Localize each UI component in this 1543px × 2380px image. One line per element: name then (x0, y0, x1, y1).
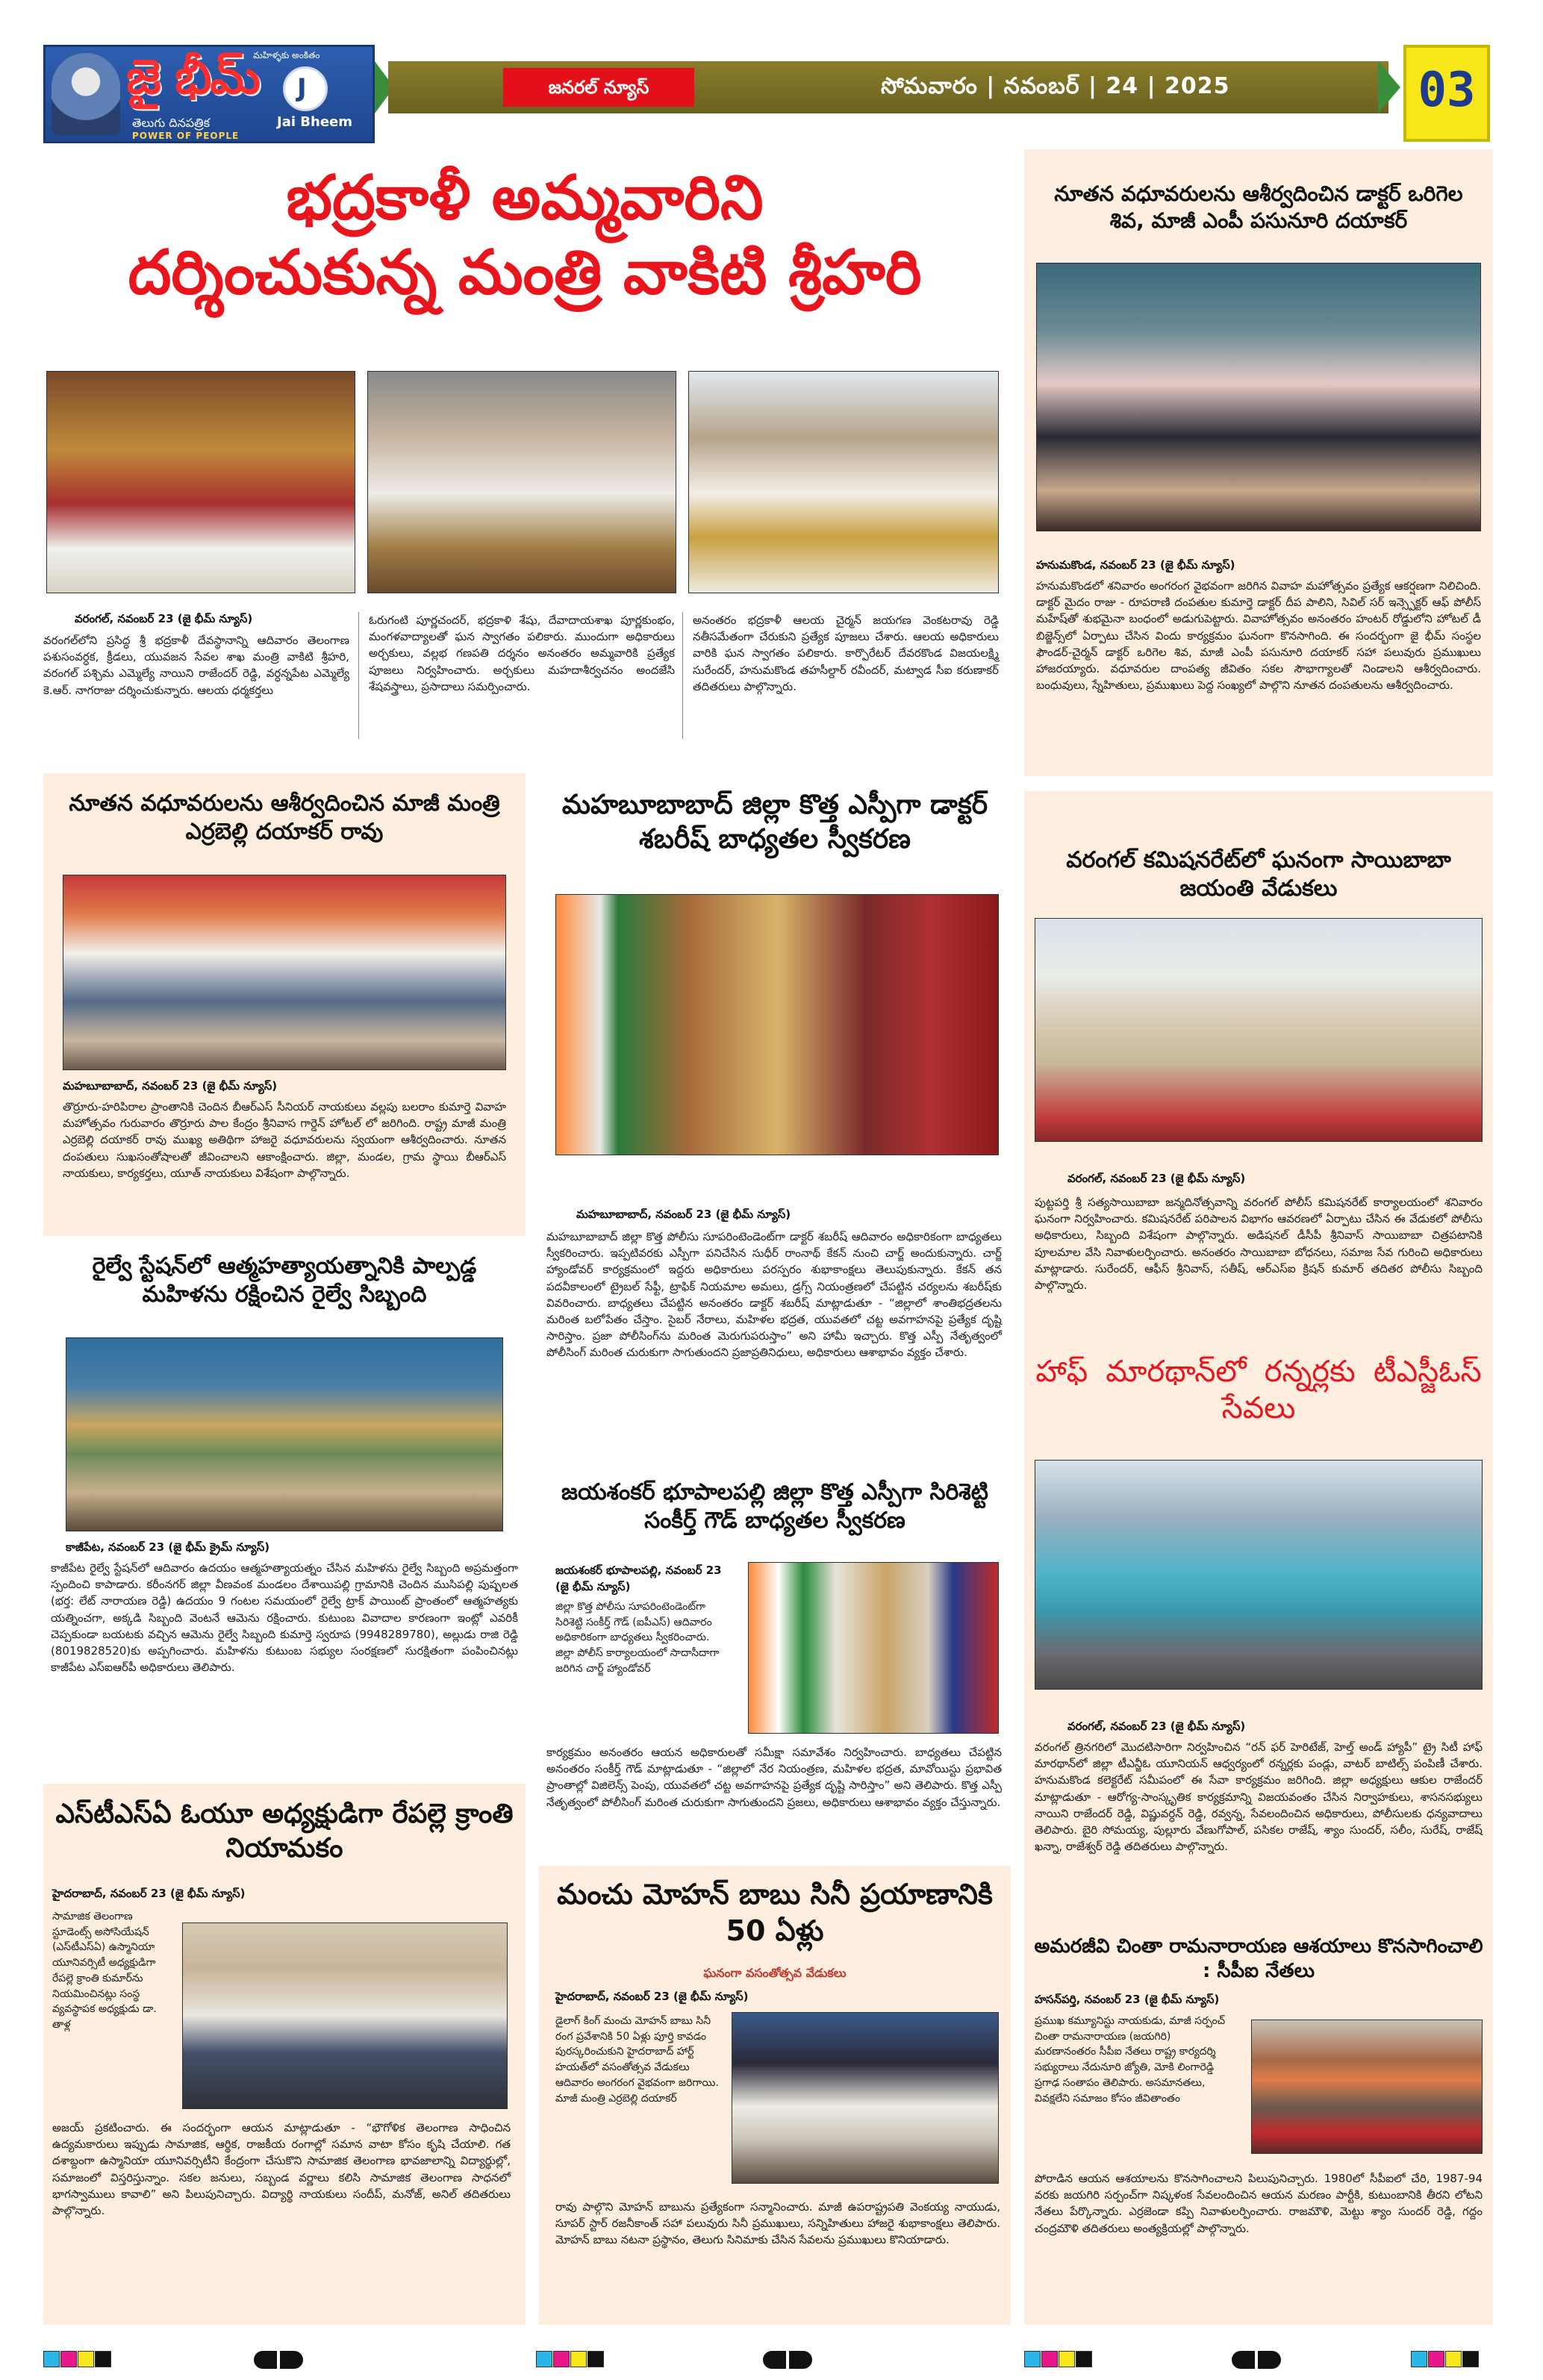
col-divider (682, 612, 683, 739)
mohan-babu-side-text: డైలాగ్ కింగ్ మంచు మోహన్ బాబు సినీ రంగ ప్రవేశానికి 50 ఏళ్లు పూర్తి కావడం పురస్కరించుకుని హైదరాబాద్ హార్ట్ హయత్‌లో వసంతోత్సవ వేడుకలు ఆదివారం అంగరంగ వైభవంగా జరిగాయి. మాజీ మంత్రి ఎర్రబెల్లి దయాకర్ (555, 2015, 719, 2105)
left-wedding-story (43, 773, 526, 1236)
mahabubabad-sp-headline: మహబూబాబాద్ జిల్లా కొత్త ఎస్పీగా డాక్టర్ శబరీష్ బాధ్యతల స్వీకరణ (561, 790, 988, 855)
amaraveeni-body: పోరాడిన ఆయన ఆశయాలను కొనసాగించాలని పిలుపునిచ్చారు. 1980లో సీపీఐలో చేరి, 1987-94 వరకు జయగిరి సర్పంచ్‌గా నిష్కళంక సేవలందించిన ఆయన మరణం పార్టీకి, కుటుంబానికి తీరని లోటని నేతలు పేర్కొన్నారు. ఎర్రజెండా కప్పి నివాళులర్పించారు. రాజమౌళి, మెట్టు శ్యాం సుందర్ రెడ్డి, గద్దం చంద్రమౌళి తదితరులు అంత్యక్రియల్లో పాల్గొన్నారు. (1035, 2172, 1483, 2235)
stsa-dateline: హైదరాబాద్, నవంబర్ 23 (జై భీమ్ న్యూస్) (52, 1887, 246, 1900)
marathon-story (1024, 1351, 1493, 1925)
paper-tagline: మహిళ్ళకు అంకితం (253, 50, 320, 60)
lead-col2: ఓరుగంటి పూర్ణచందర్, భద్రకాళి శేషు, దేవాదాయశాఖ పూర్ణకుంభం, మంగళవాద్యాలతో ఘన స్వాగతం పలికారు. ముందుగా అధికారులు అర్చకులు, వల్లభ గణపతి దర్శనం అనంతరం అమ్మవారికి ప్రత్యేక పూజలు నిర్వహించారు. అర్చకులు మహదాశీర్వచనం అందజేసి శేషవస్త్రాలు, ప్రసాదాలు సమర్పించారు. (369, 613, 675, 693)
paper-subtitle: తెలుగు దినపత్రిక (132, 116, 211, 130)
marathon-dateline: వరంగల్, నవంబర్ 23 (జై భీమ్ న్యూస్) (1067, 1720, 1246, 1733)
left-wedding-photo (63, 875, 506, 1070)
registration-marks (536, 2351, 605, 2369)
left-wedding-body: తొర్రూరు-హరిపిరాల ప్రాంతానికి చెందిన బీఆర్ఎస్ సీనియర్ నాయకులు వల్లపు బలరాం కుమార్తె వివాహ మహోత్సవం గురువారం తొర్రూరు పాల కేంద్రం శ్రీనివాస గార్డెన్ హోటల్ లో జరిగింది. రాష్ట్ర మాజీ మంత్రి ఎర్రబెల్లి దయాకర్ రావు ముఖ్య అతిథిగా హాజరై వధూవరులను స్వయంగా ఆశీర్వదించారు. నూతన దంపతులు సుఖసంతోషాలతో జీవించాలని ఆకాంక్షించారు. జిల్లా, మండల, గ్రామ స్థాయి బీఆర్ఎస్ నాయకులు, కార్యకర్తలు, యూత్ నాయకులు విశేషంగా పాల్గొన్నారు. (63, 1100, 506, 1180)
saibaba-photo (1035, 918, 1483, 1142)
jayashankar-sp-body: కార్యక్రమం అనంతరం ఆయన అధికారులతో సమీక్షా సమావేశం నిర్వహించారు. బాధ్యతలు చేపట్టిన అనంతరం సంకీర్త్ గౌడ్ మాట్లాడుతూ - “జిల్లాలో నేర నియంత్రణ, మహిళల భద్రత, మావోయిస్టు ప్రభావిత ప్రాంతాల్లో విజిలెన్స్ పెంపు, యువతలో చట్ట అవగాహనపై ప్రత్యేక దృష్టి సారిస్తాం” అని తెలిపారు. కొత్త ఎస్పీ నేతృత్వంలో పోలీసింగ్ మరింత చురుకుగా సాగుతుందని ప్రజలు, అధికారులు ఆశాభావం వ్యక్తం చేస్తున్నారు. (546, 1746, 1002, 1809)
paper-english-tag: POWER OF PEOPLE (132, 131, 240, 141)
marathon-headline: హాఫ్ మారథాన్‌లో రన్నర్లకు టీఎస్జీఓస్ సేవలు (1035, 1355, 1482, 1425)
left-wedding-headline: నూతన వధూవరులను ఆశీర్వదించిన మాజీ మంత్రి ఎర్రబెల్లి దయాకర్ రావు (69, 790, 500, 846)
cyan-swatch-icon (1411, 2351, 1427, 2367)
page-chevron-icon (1378, 61, 1400, 113)
railway-body: కాజీపేట రైల్వే స్టేషన్‌లో ఆదివారం ఉదయం ఆత్మహత్యాయత్నం చేసిన మహిళను రైల్వే సిబ్బంది అప్రమత్తంగా స్పందించి కాపాడారు. కరీంనగర్ జిల్లా వీణవంక మండలం దేశాయిపల్లి గ్రామానికి చెందిన ముసిపల్లి పుష్పలత (భర్త: లేట్ నారాయణ రెడ్డి) ఉదయం 9 గంటల సమయంలో రైల్వే ట్రాక్ పాయింట్ ప్రాంతంలో ఆత్మహత్యకు యత్నించగా, అక్కడి సిబ్బంది వెంటనే ఆమెను రక్షించారు. కుటుంబ వివాదాల కారణంగా ఇంట్లో ఎవరికీ చెప్పకుండా బయటకు వచ్చిన ఆమెను రైల్వే సిబ్బంది కుమార్తె స్వరూప (9948289780), అల్లుడు రాజి రెడ్డి (8019828520)కు అప్పగించారు. మహిళను కుటుంబ సభ్యుల సంరక్షణలో సురక్షితంగా పంపించినట్లు కాజీపేట ఎస్ఐఆర్‌పీ అధికారులు తెలిపారు. (51, 1561, 518, 1675)
amaraveeni-headline: అమరజీవి చింతా రామనారాయణ ఆశయాలు కొనసాగించాలి : సీపీఐ నేతలు (1034, 1935, 1483, 1983)
registration-pill-icon (1232, 2351, 1281, 2369)
mohan-babu-headline: మంచు మోహన్ బాబు సినీ ప్రయాణానికి 50 ఏళ్లు (557, 1878, 993, 1947)
lead-photo-temple-puja (46, 371, 355, 593)
stsa-headline: ఎస్‌టీఎస్‌ఏ ఓయూ అధ్యక్షుడిగా రేపల్లె క్రాంతి నియామకం (55, 1799, 514, 1864)
amaraveeni-dateline: హసన్‌పర్తి, నవంబర్ 23 (జై భీమ్ న్యూస్) (1035, 1993, 1220, 2006)
right-wedding-body: హనుమకొండలో శనివారం అంగరంగ వైభవంగా జరిగిన వివాహ మహోత్సవం ప్రత్యేక ఆకర్షణగా నిలిచింది. డాక్టర్ మైదం రాజు - రూపరాణి దంపతుల కుమార్తె డాక్టర్ దీప పాలిని, సివిల్ సర్ ఇన్స్పెక్టర్ ఆఫ్ పోలీస్ మహేష్‌తో శుభమైనా బంధంలో అడుగుపెట్టారు. వివాహోత్సవం అనంతరం హంటర్ రోడ్డులోని హోటల్ డీ బిజ్జెన్స్‌లో ఏర్పాటు చేసిన విందు కార్యక్రమం ఘనంగా కొనసాగింది. ఈ సందర్భంగా జై భీమ్ సంస్థల ఫౌండర్-చైర్మన్ డాక్టర్ ఒరిగెల శివ, మాజీ ఎంపీ పసునూరి దయాకర్ సహా పలువురు ప్రముఖులు హాజరయ్యారు. వధూవరుల దాంపత్య జీవితం సకల సౌభాగ్యాలతో నిండాలని ఆశీర్వదించారు. బంధువులు, స్నేహితులు, ప్రముఖులు పెద్ద సంఖ్యలో పాల్గొని నూతన దంపతులను ఆశీర్వదించారు. (1036, 579, 1481, 693)
amaraveeni-photo (1251, 2020, 1483, 2154)
registration-marks (1411, 2351, 1480, 2369)
mohan-babu-subhead: ఘనంగా వసంతోత్సవ వేడుకలు (703, 1966, 847, 1980)
mahabubabad-sp-story (539, 773, 1011, 1519)
jayashankar-sp-story (539, 1474, 1011, 1862)
lead-headline-line1: భద్రకాళీ అమ్మవారిని (286, 162, 764, 234)
yellow-swatch-icon (1059, 2351, 1075, 2367)
magenta-swatch-icon (60, 2351, 77, 2367)
lead-headline (43, 160, 1006, 354)
lead-col3: అనంతరం భద్రకాళీ ఆలయ చైర్మన్ జయగణ వెంకటరావు రెడ్డి నతీసమేతంగా చేరుకుని ప్రత్యేక పూజలు చేశారు. ఆలయ అధికారులు వారికి ఘన స్వాగతం పలికారు. కార్పొరేటర్ దేవరకొండ విజయలక్ష్మి సురేందర్, హనుమకొండ తహసీల్దార్ రవీందర్, మట్వాడ సీఐ కరుణాకర్ తదితరులు పాల్గొన్నారు. (693, 613, 999, 693)
masthead (43, 45, 375, 143)
railway-photo (66, 1337, 503, 1531)
black-swatch-icon (587, 2351, 604, 2367)
lead-headline-line2: దర్శించుకున్న మంత్రి వాకిటి శ్రీహరి (128, 237, 922, 309)
mohan-babu-dateline: హైదరాబాద్, నవంబర్ 23 (జై భీమ్ న్యూస్) (555, 1990, 749, 2003)
magenta-swatch-icon (1428, 2351, 1444, 2367)
stsa-story (43, 1784, 526, 2325)
yellow-swatch-icon (78, 2351, 94, 2367)
railway-dateline: కాజీపేట, నవంబర్ 23 (జై భీమ్ క్రైమ్ న్యూస్) (66, 1540, 270, 1554)
amaraveeni-side-text: ప్రముఖ కమ్యూనిస్టు నాయకుడు, మాజీ సర్పంచ్ చింతా రామనారాయణ (జయగిరి) మరణానంతరం సీపీఐ నేతలు రాష్ట్ర కార్యదర్శి సభ్యురాలు నేదునూరి జ్యోతి, మోకి లింగారెడ్డి ప్రగాఢ సంతాపం తెలిపారు. అసమానతలు, వివక్షలేని సమాజం కోసం జీవితాంతం (1035, 2015, 1226, 2105)
jayashankar-sp-headline: జయశంకర్ భూపాలపల్లి జిల్లా కొత్త ఎస్పీగా సిరిశెట్టి సంకీర్త్ గౌడ్ బాధ్యతల స్వీకరణ (561, 1479, 988, 1534)
left-wedding-dateline: మహబూబాబాద్, నవంబర్ 23 (జై భీమ్ న్యూస్) (63, 1079, 278, 1093)
lead-photo-temple-hall (367, 371, 676, 593)
jayashankar-sp-photo (748, 1562, 999, 1734)
railway-headline: రైల్వే స్టేషన్‌లో ఆత్మహత్యాయత్నానికి పాల్పడ్డ మహిళను రక్షించిన రైల్వే సిబ్బంది (92, 1253, 477, 1308)
mahabubabad-sp-photo (555, 894, 999, 1155)
jai-bheem-logo-icon: J (283, 66, 328, 111)
cyan-swatch-icon (536, 2351, 552, 2367)
registration-marks (1024, 2351, 1093, 2369)
lead-col1: వరంగల్‌లోని ప్రసిద్ధ శ్రీ భద్రకాళీ దేవస్థానాన్ని ఆదివారం తెలంగాణ పశుసంవర్ధక, క్రీడలు, యువజన సేవల శాఖ మంత్రి వాకిటి శ్రీహరి, వరంగల్ పశ్చిమ ఎమ్మెల్యే నాయిని రాజేందర్ రెడ్డి, వర్ధన్నపేట ఎమ్మెల్యే కె.ఆర్. నాగరాజు దర్శించుకున్నారు. ఆలయ ధర్మకర్తలు (43, 634, 349, 697)
saibaba-headline: వరంగల్ కమిషనరేట్‌లో ఘనంగా సాయిబాబా జయంతి వేడుకలు (1066, 847, 1451, 902)
registration-marks (43, 2351, 112, 2369)
jayashankar-sp-dateline: జయశంకర్ భూపాలపల్లి, నవంబర్ 23 (జై భీమ్ న్యూస్) (555, 1564, 722, 1593)
railway-story (43, 1248, 526, 1770)
right-wedding-headline: నూతన వధూవరులను ఆశీర్వదించిన డాక్టర్ ఒరిగెల శివ, మాజీ ఎంపీ పసునూరి దయాకర్ (1054, 181, 1463, 233)
registration-pill-icon (254, 2351, 303, 2369)
saibaba-dateline: వరంగల్, నవంబర్ 23 (జై భీమ్ న్యూస్) (1067, 1172, 1246, 1185)
marathon-body: వరంగల్ త్రినగరిలో మొదటిసారిగా నిర్వహించిన “రన్ ఫర్ హెరిటేజ్, హెల్త్ అండ్ హ్యాపీ” ట్రై సిటీ హాఫ్ మారథాన్‌లో జిల్లా టీఎన్జీఓ యూనియన్ ఆధ్వర్యంలో రన్నర్లకు పండ్లు, వాటర్ బాటిల్స్ పంపిణీ చేశారు. హనుమకొండ కలెక్టరేట్ సమీపంలో ఈ సేవా కార్యక్రమం జరిగింది. జిల్లా అధ్యక్షులు ఆకుల రాజేందర్ మాట్లాడుతూ - ఆరోగ్య-సాంస్కృతిక కార్యక్రమాన్ని విజయవంతం చేసిన నిర్వాహకులు, శాసనసభ్యులు నాయిని రాజేందర్ రెడ్డి, విష్ణువర్ధన్ రెడ్డి, రవ్వన్న, సేవలందించిన అధికారులు, పోలీసులకు ధన్యవాదాలు తెలిపారు. బైరి సోమయ్య, పుల్లూరు వేణుగోపాల్, పసికల రాజేష్, శ్యాం సుందర్, సలీం, సురేష్, రాజేష్ ఖన్నా, రాజేశ్వర్ రెడ్డి తదితరులు పాల్గొన్నారు. (1035, 1740, 1483, 1854)
mohan-babu-photo (732, 2012, 999, 2184)
page-number: 03 (1418, 63, 1476, 118)
right-wedding-story (1024, 149, 1493, 776)
black-swatch-icon (1076, 2351, 1092, 2367)
lead-photo-minister-honour (688, 371, 999, 593)
black-swatch-icon (95, 2351, 111, 2367)
magenta-swatch-icon (1041, 2351, 1058, 2367)
saibaba-story (1024, 791, 1493, 1388)
saibaba-body: పుట్టపర్తి శ్రీ సత్యసాయిబాబా జన్మదినోత్సవాన్ని వరంగల్ పోలీస్ కమిషనరేట్ కార్యాలయంలో శనివారం ఘనంగా నిర్వహించారు. కమిషనరేట్ పరిపాలన విభాగం ఆవరణలో ఏర్పాటు చేసిన ఈ వేడుకలో పోలీసు అధికారులు, సిబ్బంది విశేషంగా పాల్గొన్నారు. అడిషనల్ డీసీపీ శ్రీనివాస్ సాయిబాబా చిత్రపటానికి పూలమాల వేసి నివాళులర్పించారు. అనంతరం సాయిబాబా బోధనలు, సమాజ సేవ గురించి అధికారులు మాట్లాడారు. సురేందర్, ఆఫీస్ శ్రీనివాస్, సతీష్, ఆర్ఎస్ఐ క్రిషన్ కుమార్ తదితర పోలీసు సిబ్బంది పాల్గొన్నారు. (1035, 1196, 1483, 1292)
mahabubabad-sp-body: మహబూబాబాద్ జిల్లా కొత్త పోలీసు సూపరింటెండెంట్‌గా డాక్టర్ శబరీష్ ఆదివారం అధికారికంగా బాధ్యతలు స్వీకరించారు. ఇప్పటివరకు ఎస్పీగా పనిచేసిన సుధీర్ రాంనాథ్ కేకన్ నుంచి చార్జ్ అందుకున్నారు. చార్జ్ హ్యాండోవర్ కార్యక్రమంలో ఇద్దరు అధికారులు పరస్పరం శుభాకాంక్షలు తెలుపుకున్నారు. కేకన్ తన పదవీకాలంలో ట్రైబల్ సేఫ్టీ, ట్రాఫిక్ నియమాల అమలు, డ్రగ్స్ నియంత్రణలో చేపట్టిన చర్యలను శబరీష్‌కు వివరించారు. బాధ్యతలు చేపట్టిన అనంతరం డాక్టర్ శబరీష్ మాట్లాడుతూ - “జిల్లాలో శాంతిభద్రతలను మరింత బలోపేతం చేస్తాం. సైబర్ నేరాలు, మహిళల భద్రత, యువతలో చట్ట అవగాహనపై ప్రత్యేక దృష్టి సారిస్తాం. ప్రజా పోలీసింగ్‌ను మరింత మెరుగుపరుస్తాం” అని హామీ ఇచ్చారు. కొత్త ఎస్పీ నేతృత్వంలో పోలీసింగ్ మరింత చురుకుగా సాగుతుందని ప్రజాప్రతినిధులు, అధికారులు ఆశాభావం వ్యక్తం చేశారు. (546, 1230, 1002, 1360)
founder-portrait (52, 53, 120, 135)
mahabubabad-sp-dateline: మహబూబాబాద్, నవంబర్ 23 (జై భీమ్ న్యూస్) (576, 1208, 791, 1221)
stsa-body: అజయ్ ప్రకటించారు. ఈ సందర్భంగా ఆయన మాట్లాడుతూ - “భౌగోళిక తెలంగాణ సాధించిన ఉద్యమకారులు ఇప్పుడు సామాజిక, ఆర్థిక, రాజకీయ రంగాల్లో సమాన వాటా కోసం కృషి చేయాలి. గత దశాబ్దంగా ఉస్మానియా యూనివర్సిటీని కేంద్రంగా చేసుకొని సామాజిక తెలంగాణ భావజాలాన్ని విద్యార్థుల్లో, సమాజంలో విస్తరిస్తున్నాం. సకల జనులు, సబ్బండ వర్ణాలు కలిసి సామాజిక తెలంగాణ సాధనలో భాగస్వాములు కావాలి” అని పిలుపునిచ్చారు. విద్యార్థి నాయకులు సందీప్, మనోజ్, అనిల్ తదితరులు పాల్గొన్నారు. (52, 2121, 511, 2217)
lead-dateline: వరంగల్, నవంబర్ 23 (జై భీమ్ న్యూస్) (75, 612, 253, 625)
cyan-swatch-icon (1024, 2351, 1041, 2367)
yellow-swatch-icon (570, 2351, 587, 2367)
amaraveeni-story (1024, 1925, 1493, 2325)
marathon-photo (1035, 1460, 1483, 1690)
yellow-swatch-icon (1445, 2351, 1462, 2367)
black-swatch-icon (1462, 2351, 1479, 2367)
stsa-side-text: సామాజిక తెలంగాణ స్టూడెంట్స్ అసోసియేషన్ (ఎస్‌టీఎస్‌ఏ) ఉస్మానియా యూనివర్సిటీ అధ్యక్షుడిగా రేపల్లె క్రాంతి కుమార్‌ను నియమించినట్లు సంస్థ వ్యవస్థాపక అధ్యక్షుడు డా. తాళ్ల (52, 1911, 157, 2031)
page-number-box (1403, 45, 1490, 142)
stsa-photo (182, 1923, 508, 2109)
registration-pill-icon (763, 2351, 812, 2369)
cyan-swatch-icon (43, 2351, 60, 2367)
mohan-babu-story (539, 1866, 1011, 2325)
section-tag: జనరల్ న్యూస్ (503, 68, 694, 107)
mohan-babu-body: రావు పాల్గొని మోహన్ బాబును ప్రత్యేకంగా సన్మానించారు. మాజీ ఉపరాష్ట్రపతి వెంకయ్య నాయుడు, సూపర్ స్టార్ రజనీకాంత్ సహా పలువురు సినీ ప్రముఖులు, సన్నిహితులు హాజరై శుభాకాంక్షలు తెలిపారు. మోహన్ బాబు నటనా ప్రస్థానం, తెలుగు సినిమాకు చేసిన సేవలను ప్రముఖులు కొనియాడారు. (555, 2200, 1000, 2247)
right-wedding-photo (1036, 263, 1481, 531)
issue-date: సోమవారం | నవంబర్ | 24 | 2025 (881, 73, 1230, 99)
jayashankar-sp-side-text: జిల్లా కొత్త పోలీసు సూపరింటెండెంట్‌గా సిరిశెట్టి సంకీర్త్ గౌడ్ (ఐపీఎస్) ఆదివారం అధికారికంగా బాధ్యతలు స్వీకరించారు. జిల్లా పోలీస్ కార్యాలయంలో సాదాసీదాగా జరిగిన చార్జ్ హ్యాండోవర్ (555, 1601, 720, 1675)
col-divider (358, 612, 359, 739)
paper-name: జై భీమ్ (126, 50, 260, 105)
magenta-swatch-icon (553, 2351, 570, 2367)
right-wedding-dateline: హనుమకొండ, నవంబర్ 23 (జై భీమ్ న్యూస్) (1036, 558, 1235, 572)
logo-text: Jai Bheem (277, 114, 352, 130)
